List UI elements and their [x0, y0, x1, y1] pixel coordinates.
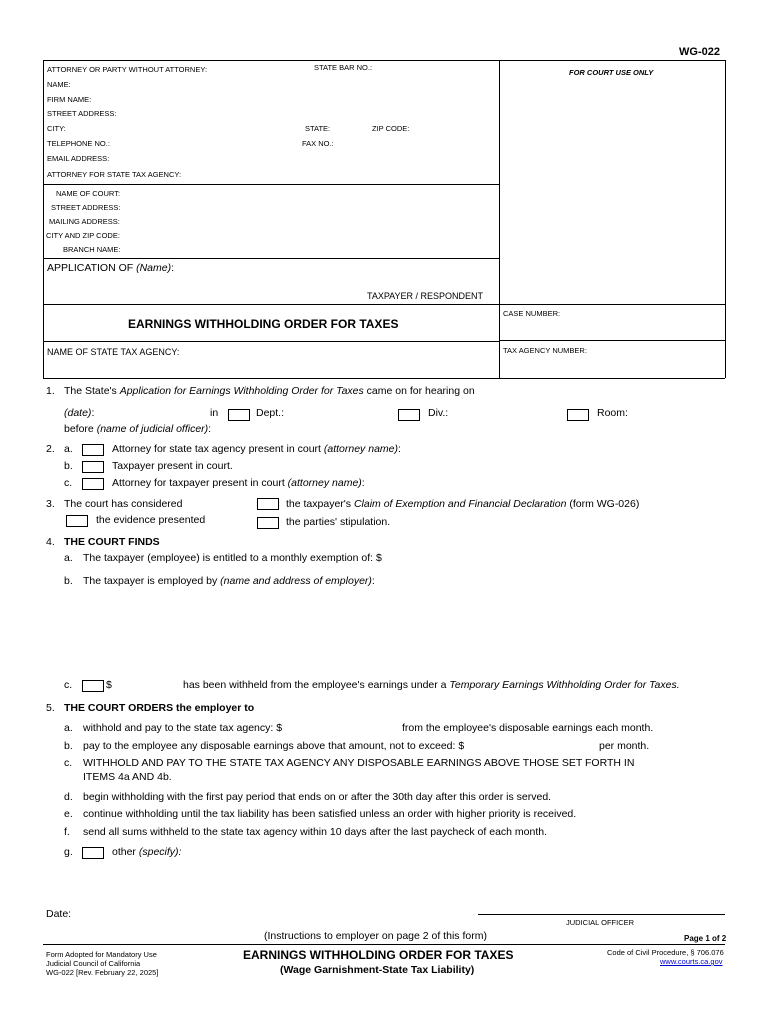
- item2c-checkbox[interactable]: [82, 478, 104, 490]
- item5d-letter: d.: [64, 791, 73, 803]
- item4c-dollar: $: [106, 679, 112, 691]
- item5g-label: other: [112, 846, 139, 858]
- item3-number: 3.: [46, 498, 55, 510]
- footer-subtitle: (Wage Garnishment-State Tax Liability): [280, 964, 475, 976]
- top-rule: [43, 60, 725, 61]
- item4b-letter: b.: [64, 575, 73, 587]
- item4c-letter: c.: [64, 679, 73, 691]
- item4-number: 4.: [46, 536, 55, 548]
- dept-label: Dept.:: [256, 407, 285, 419]
- item5c-text-2: ITEMS 4a AND 4b.: [83, 771, 172, 783]
- court-branch-label: BRANCH NAME:: [63, 245, 121, 254]
- signature-line: [478, 914, 725, 915]
- application-prefix: APPLICATION OF: [47, 262, 137, 274]
- item5c-text-1: WITHHOLD AND PAY TO THE STATE TAX AGENCY ANY DISPOSABLE EARNINGS ABOVE THOSE SET FORTH IN: [83, 757, 635, 769]
- item4c-checkbox[interactable]: [82, 680, 104, 692]
- footer-title: EARNINGS WITHHOLDING ORDER FOR TAXES: [243, 948, 514, 962]
- dept-checkbox[interactable]: [228, 409, 250, 421]
- city-label: CITY:: [47, 124, 66, 133]
- footer-code: Code of Civil Procedure, § 706.076: [607, 948, 724, 957]
- case-number-label: CASE NUMBER:: [503, 309, 561, 318]
- agency-label: NAME OF STATE TAX AGENCY:: [47, 347, 180, 357]
- state-label: STATE:: [305, 124, 331, 133]
- date-label: Date:: [46, 908, 72, 920]
- item1-text-c: came on for hearing on: [363, 385, 475, 397]
- zip-label: ZIP CODE:: [372, 124, 410, 133]
- telephone-label: TELEPHONE NO.:: [47, 139, 110, 148]
- firm-label: FIRM NAME:: [47, 95, 92, 104]
- item3-opt1-c: (form WG-026): [566, 498, 640, 510]
- party-label: TAXPAYER / RESPONDENT: [367, 291, 484, 301]
- state-bar-label: STATE BAR NO.:: [314, 63, 373, 72]
- item2c-label: Attorney for taxpayer present in court: [112, 477, 288, 489]
- instructions-note: (Instructions to employer on page 2 of this form): [264, 930, 487, 942]
- item2-number: 2.: [46, 443, 55, 455]
- item2a-colon: :: [398, 443, 401, 455]
- item5a-tail: from the employee's disposable earnings each month.: [402, 722, 654, 734]
- item4b-colon: :: [371, 575, 375, 587]
- item4c-hint: Temporary Earnings Withholding Order for Taxes.: [449, 679, 680, 691]
- div-label: Div.:: [428, 407, 449, 419]
- item2a-label: Attorney for state tax agency present in court: [112, 443, 324, 455]
- item3-claim-title: Claim of Exemption and Financial Declaration: [353, 498, 567, 510]
- item5f-letter: f.: [64, 826, 70, 838]
- item5-title: THE COURT ORDERS the employer to: [64, 702, 255, 714]
- item2b-letter: b.: [64, 460, 73, 472]
- item1-number: 1.: [46, 385, 55, 397]
- item4b-text: [83, 575, 375, 587]
- item1-before: [64, 423, 211, 435]
- item3-lead: The court has considered: [64, 498, 183, 510]
- room-checkbox[interactable]: [567, 409, 589, 421]
- item5g-text: [112, 846, 181, 858]
- item4b-label: The taxpayer is employed by: [83, 575, 221, 587]
- item3-stipulation-text: the parties' stipulation.: [286, 516, 391, 528]
- officer-hint: (name of judicial officer): [96, 423, 209, 435]
- item5g-checkbox[interactable]: [82, 847, 104, 859]
- item5c-letter: c.: [64, 757, 73, 769]
- attorney-block-rule: [43, 184, 499, 185]
- item2b-checkbox[interactable]: [82, 461, 104, 473]
- email-label: EMAIL ADDRESS:: [47, 154, 110, 163]
- judicial-officer-label: JUDICIAL OFFICER: [566, 918, 635, 927]
- item4c-text: [183, 679, 680, 691]
- court-block-rule: [43, 258, 499, 259]
- courts-website-link[interactable]: www.courts.ca.gov: [660, 957, 723, 966]
- item5d-text: begin withholding with the first pay period that ends on or after the 30th day after this order is served.: [83, 791, 552, 803]
- document-title: EARNINGS WITHHOLDING ORDER FOR TAXES: [128, 317, 399, 331]
- item1-date: [64, 407, 94, 419]
- item2c-colon: :: [361, 477, 365, 489]
- room-label: Room:: [597, 407, 628, 419]
- name-label: NAME:: [47, 80, 71, 89]
- item2c-hint: (attorney name): [287, 477, 362, 489]
- footer-revision: WG-022 [Rev. February 22, 2025]: [46, 968, 159, 977]
- item2c-letter: c.: [64, 477, 73, 489]
- item2a-text: [112, 443, 401, 455]
- court-use-divider: [499, 60, 500, 378]
- item3-stipulation-checkbox[interactable]: [257, 517, 279, 529]
- application-name-hint: (Name): [136, 262, 172, 274]
- item5a-letter: a.: [64, 722, 73, 734]
- item3-evidence-text: the evidence presented: [96, 514, 206, 526]
- item5b-text: pay to the employee any disposable earnings above that amount, not to exceed: $: [83, 740, 465, 752]
- item5b-letter: b.: [64, 740, 73, 752]
- application-suffix: :: [171, 262, 175, 274]
- item2b-text: Taxpayer present in court.: [112, 460, 233, 472]
- item2a-letter: a.: [64, 443, 73, 455]
- court-mailing-label: MAILING ADDRESS:: [49, 217, 120, 226]
- item1-text: [64, 385, 475, 397]
- left-border: [43, 60, 44, 378]
- footer-council: Judicial Council of California: [46, 959, 141, 968]
- item3-claim-checkbox[interactable]: [257, 498, 279, 510]
- right-border: [725, 60, 726, 378]
- bottom-rule: [43, 378, 725, 379]
- item5e-letter: e.: [64, 808, 73, 820]
- item2c-text: [112, 477, 365, 489]
- item1-text-a: The State's: [64, 385, 120, 397]
- court-street-label: STREET ADDRESS:: [51, 203, 121, 212]
- title-rule: [43, 341, 499, 342]
- application-rule: [43, 304, 725, 305]
- div-checkbox[interactable]: [398, 409, 420, 421]
- footer-rule: [43, 944, 725, 945]
- date-hint: (date): [64, 407, 92, 419]
- fax-label: FAX NO.:: [302, 139, 334, 148]
- court-city-zip-label: CITY AND ZIP CODE:: [46, 231, 120, 240]
- item5a-text: withhold and pay to the state tax agency: $: [83, 722, 283, 734]
- item5-number: 5.: [46, 702, 55, 714]
- item2a-hint: (attorney name): [323, 443, 398, 455]
- footer-adopted: Form Adopted for Mandatory Use: [46, 950, 157, 959]
- in-label: in: [210, 407, 219, 419]
- item5g-hint: (specify):: [138, 846, 182, 858]
- item5g-letter: g.: [64, 846, 73, 858]
- item4c-label: has been withheld from the employee's earnings under a: [183, 679, 450, 691]
- form-id: WG-022: [679, 46, 720, 58]
- item5e-text: continue withholding until the tax liability has been satisfied unless an order with higher priority is received.: [83, 808, 577, 820]
- agency-number-label: TAX AGENCY NUMBER:: [503, 346, 587, 355]
- item4-title: THE COURT FINDS: [64, 536, 160, 548]
- item4a-text: The taxpayer (employee) is entitled to a monthly exemption of: $: [83, 552, 382, 564]
- case-number-rule: [499, 340, 725, 341]
- item2a-checkbox[interactable]: [82, 444, 104, 456]
- item4b-hint: (name and address of employer): [220, 575, 372, 587]
- attorney-label: ATTORNEY OR PARTY WITHOUT ATTORNEY:: [47, 65, 208, 74]
- page-label: Page 1 of 2: [684, 934, 727, 943]
- date-colon: :: [91, 407, 95, 419]
- item3-opt1-a: the taxpayer's: [286, 498, 354, 510]
- court-use-label: FOR COURT USE ONLY: [569, 68, 654, 77]
- before-text: before: [64, 423, 97, 435]
- item3-claim-text: [286, 498, 639, 510]
- item4a-letter: a.: [64, 552, 73, 564]
- item5f-text: send all sums withheld to the state tax agency within 10 days after the last paycheck of each month.: [83, 826, 548, 838]
- application-line: [47, 262, 174, 274]
- court-name-label: NAME OF COURT:: [56, 189, 121, 198]
- attorney-for-label: ATTORNEY FOR STATE TAX AGENCY:: [47, 170, 182, 179]
- item3-evidence-checkbox[interactable]: [66, 515, 88, 527]
- item5b-tail: per month.: [599, 740, 650, 752]
- item1-application-title: Application for Earnings Withholding Order for Taxes: [119, 385, 364, 397]
- street-label: STREET ADDRESS:: [47, 109, 117, 118]
- officer-colon: :: [208, 423, 212, 435]
